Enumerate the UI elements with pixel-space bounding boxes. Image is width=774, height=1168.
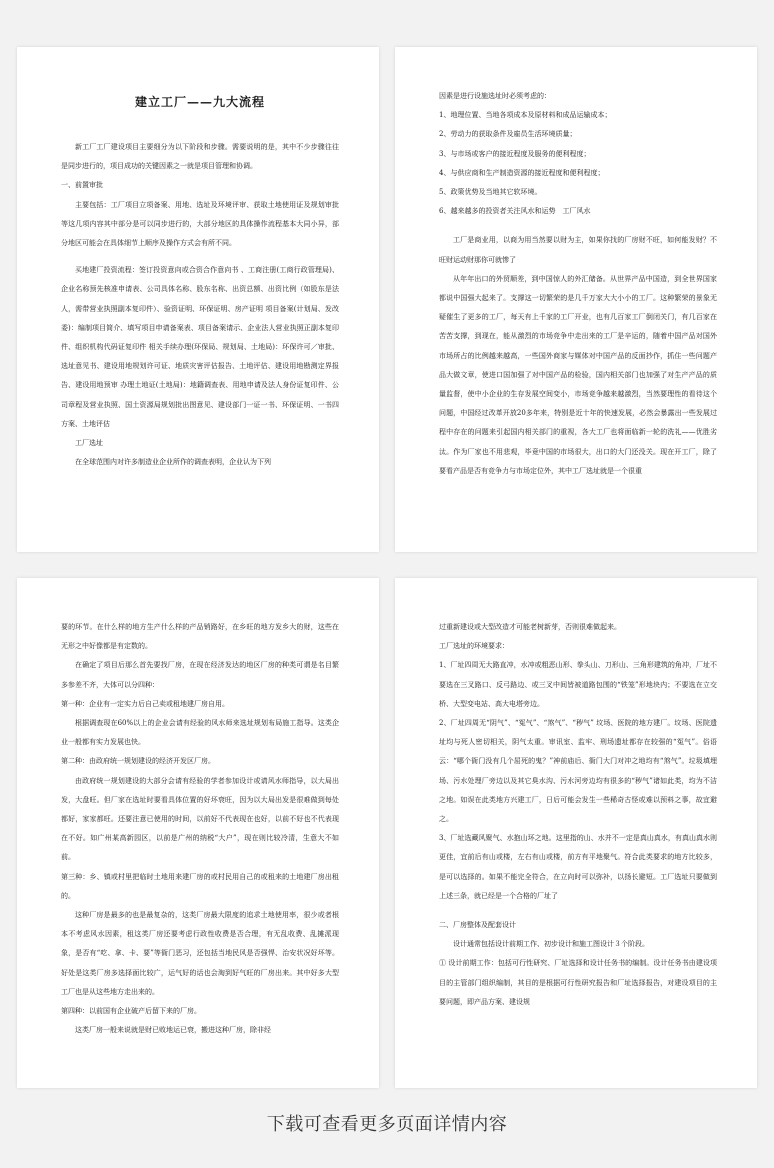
paragraph: 由政府统一规划建设的大部分会请有经验的学者参加设计或请风水师指导，以大局出发，大盘旺。但厂家在选址时要看具体位置的好坏衰旺，因为以大局出发是很难做到每处都好，家家都旺。还要注意已使用的时间，以前好不代表现在也好，以前不好也不代表现在不好。如广州某高新园区，以前是广州的纳税“大户”，现在则比较冷清，生意大不如前。 — [61, 776, 339, 862]
section-heading: 二、厂房整体及配套设计 — [439, 921, 516, 930]
paragraph: 第二种：由政府统一规划建设的经济开发区厂房。 — [61, 757, 215, 766]
paragraph: 新工厂工厂建设项目主要细分为以下阶段和步骤。需要说明的是，其中不少步骤往往是同步进行的，项目成功的关键因素之一就是项目管理和协调。 — [61, 143, 339, 171]
paragraph: 在全球范围内对许多制造业企业所作的调查表明，企业认为下列 — [75, 458, 271, 467]
list-item: 6、越来越多的投资者关注风水和运势 工厂风水 — [439, 207, 591, 216]
paragraph: 因素是进行设施选址时必须考虑的： — [439, 92, 551, 100]
list-item: 3、厂址选藏风聚气、水抱山环之地。这里指的山、水并不一定是真山真水，有真山真水则更佳，宜前后有山或楼，左右有山或楼，前方有平地聚气。符合此类要求的地方比较多，是可以选择的。如果不能完全符合，在立向时可以弥补，以扬长避短。工厂选址只要做到上述三条，就已经是一个合格的厂址了 — [439, 834, 717, 900]
paragraph: ① 设计前期工作：包括可行性研究、厂址选择和设计任务书的编制。设计任务书由建设项目的主管部门组织编制，其目的是根据可行性研究报告和厂址选择报告，对建设项目的主要问题，即产品方案、建设规 — [439, 959, 717, 1006]
page-3-body — [61, 618, 339, 1088]
document-page-2 — [395, 47, 757, 552]
paragraph: 第四种：以前国有企业破产后留下来的厂房。 — [61, 1007, 201, 1016]
list-item: 5、政策优势及当地其它软环境。 — [439, 188, 542, 197]
paragraph: 第三种：乡、镇或村里把临时土地用来建厂房的或村民用自己的或租来的土地建厂房出租的。 — [61, 872, 339, 900]
page-1-body — [61, 93, 339, 552]
document-title: 建立工厂——九大流程 — [134, 95, 265, 109]
section-heading: 工厂选址 — [75, 439, 103, 448]
document-page-3 — [17, 578, 379, 1088]
paragraph: 设计通常包括设计前期工作、初步设计和施工图设计３个阶段。 — [453, 940, 649, 949]
list-item: 3、与市场或客户的接近程度及服务的便利程度； — [439, 149, 591, 158]
section-heading: 工厂选址的环境要求： — [439, 642, 509, 651]
paragraph: 主要包括：工厂项目立项备案、用地、选址及环境评审、获取土地使用证及规划审批等这几项内容其中部分是可以同步进行的，大部分地区的具体操作流程基本大同小异，部分地区可能会在具体细节上顺序及操作方式会有所不同。 — [61, 200, 339, 248]
paragraph: 要的环节。在什么样的地方生产什么样的产品销路好，在乡旺的地方发乡大的财，这些在无形之中好像都是有定数的。 — [61, 623, 339, 651]
paragraph: 过重新建设或大型改造才可能老树新芽，否则很难做起来。 — [439, 623, 621, 631]
document-page-1 — [17, 47, 379, 552]
document-page-4 — [395, 578, 757, 1088]
list-item: 1、厂址四周无大路直冲，水冲或粗恶山形、拳头山、刀形山、三角形建筑的角冲，厂址不要选在三叉路口、反弓路边、或三叉中间皆被道路包围的“铁笼”形地块内；不要选在立交桥、大型变电站、高大电塔旁边。 — [439, 661, 717, 708]
paragraph: 工厂是商业用，以商为用当然要以财为主，如果你找的厂房财不旺，如何能发财？不旺财运动财那你可就惨了 — [439, 236, 717, 264]
paragraph: 在确定了项目后那么首先要找厂房，在现在经济发达的地区厂房的种类可谓是名目繁多参差不齐，大体可以分四种： — [61, 661, 339, 689]
paragraph: 根据调查现在60%以上的企业会请有经验的风水师来选址规划布局施工指导。这类企业一般都有实力发展也快。 — [61, 719, 339, 747]
paragraph: 这种厂房是最多的也是最复杂的，这类厂房最大限度的追求土地使用率，很少或者根本不考虑风水因素，租这类厂房还要考虑行政性收费是否合理，有无乱收费、乱摊派现象，是否有“吃、拿、卡、要”等衙门恶习，还包括当地民风是否强悍、治安状况好坏等。好处是这类厂房多选择面比较广，运气好的话也会淘到好气旺的厂房出来。其中好多大型工厂也是从这些地方走出来的。 — [61, 911, 339, 996]
page-4-body — [439, 618, 717, 1088]
download-more-link[interactable]: 下载可查看更多页面详情内容 — [266, 1114, 508, 1135]
paragraph: 第一种：企业有一定实力后自己卖或租地建厂房自用。 — [61, 699, 229, 708]
list-item: 2、厂址四周无“阴气”、“冤气”、“煞气”、“秽气” 坟场、医院的地方建厂。坟场、医院遗址均与死人密切相关，阴气太重。审讯室、监牢、刑场遗址都存在较强的“冤气”。俗语云：“哪个衙门没有几个屈死的鬼？”神前庙后、衙门大门对冲之地均有“煞气”。垃圾填埋场、污水处理厂旁边以及其它臭水沟、污水河旁边均有很多的“秽气”诸如此类，均为不洁之地。如误在此类地方兴建工厂，日后可能会发生一些稀奇古怪或难以预料之事，故宜避之。 — [439, 719, 717, 824]
list-item: 4、与供应商和生产制造资源的接近程度和便利程度； — [439, 168, 605, 177]
list-item: 2、劳动力的获取条件及雇员生活环境质量； — [439, 130, 577, 139]
section-heading: 一、前置审批 — [61, 181, 103, 190]
paragraph: 买地建厂投资流程：签订投资意向或合资合作意向书 、工商注册(工商行政管理局)、企业名称预先核准申请表、公司具体名称、股东名称、出资总额、出资比例（如股东是法人，需带营业执照副本复印件）、验资证明、环保证明、房产证明 项目备案(计划局、发改委)：编制项目简介、填写项目申请备案表、项目备案请示、企业法人营业执照正副本复印件、组织机构代码证复印件 相关手续办理(环保局、规划局、土地局)：环保许可／审批、选址意见书、建设用地规划许可证、地质灾害评估报告、土地评估、建设用地勘测定界报告、建设用地预审 办理土地证(土地局)：地籍调查表、用地申请及法人身份证复印件、公司章程及营业执照、国土资源局规划批出图意见、建设部门一证一书、环保证明、一书四方案、土地评估 — [61, 266, 339, 428]
page-2-body — [439, 87, 717, 552]
list-item: 1、地理位置、当地各项成本及原材料和成品运输成本； — [439, 111, 612, 120]
paragraph: 从年年出口的外贸顺差，到中国惊人的外汇储备。从世界产品中国造，到全世界国家都说中国强大起来了。支撑这一切繁荣的是几千万家大大小小的工厂。这种繁荣的景象无疑催生了更多的工厂，每天有上千家的工厂开业，也有几百家工厂倒闭关门，有几百家在苦苦支撑，到现在，能从激烈的市场竞争中走出来的工厂是辛运的，随着中国产品对国外市场所占的比例越来越高，一些国外商家与媒体对中国产品的反面抄作，抓住一些问题产品大做文章，使进口国加强了对中国产品的检验，国内相关部门也加强了对生产产品的质量监督，使中小企业的生存发展空间变小，市场竞争越来越激烈，当然要理性的看待这个问题，中国经过改革开放20多年来，特别是近十年的快速发展，必然会暴露出一些发展过程中存在的问题来引起国内相关部门的重视，各大工厂也将面临新一轮的洗礼——优胜劣汰。作为厂家也不用悲观，毕竟中国的市场很大，出口的大门还没关。现在开工厂，除了要看产品是否有竞争力与市场定位外，其中工厂选址就是一个很重 — [439, 274, 717, 475]
paragraph: 这类厂房一般来说就是财已败地运已衰，搬进这种厂房，除非经 — [75, 1026, 271, 1035]
